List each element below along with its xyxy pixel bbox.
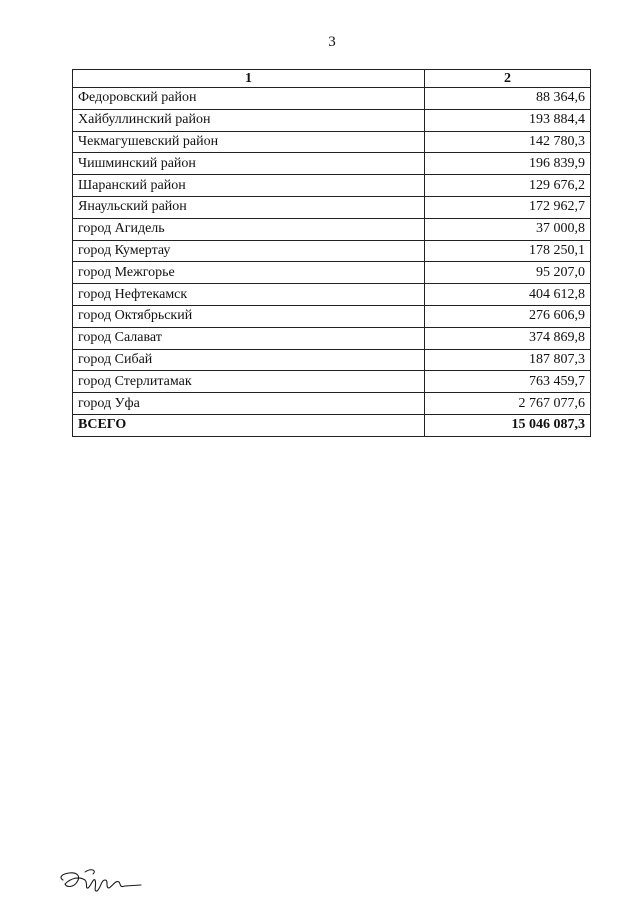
table-row bbox=[73, 371, 591, 393]
table-row bbox=[73, 175, 591, 197]
total-label: ВСЕГО bbox=[73, 414, 425, 436]
row-value: 763 459,7 bbox=[425, 371, 591, 393]
row-name: Шаранский район bbox=[73, 175, 425, 197]
table-row bbox=[73, 393, 591, 415]
row-value: 178 250,1 bbox=[425, 240, 591, 262]
handwritten-signature bbox=[55, 858, 145, 898]
row-name: Федоровский район bbox=[73, 88, 425, 110]
row-value: 172 962,7 bbox=[425, 196, 591, 218]
row-value: 2 767 077,6 bbox=[425, 393, 591, 415]
row-name: город Нефтекамск bbox=[73, 284, 425, 306]
row-name: город Агидель bbox=[73, 218, 425, 240]
table-row bbox=[73, 240, 591, 262]
budget-allocation-table bbox=[72, 69, 591, 437]
row-name: город Октябрьский bbox=[73, 305, 425, 327]
table-row bbox=[73, 109, 591, 131]
row-value: 404 612,8 bbox=[425, 284, 591, 306]
row-value: 374 869,8 bbox=[425, 327, 591, 349]
table-row bbox=[73, 153, 591, 175]
column-header-2: 2 bbox=[425, 70, 591, 88]
row-name: город Салават bbox=[73, 327, 425, 349]
row-value: 276 606,9 bbox=[425, 305, 591, 327]
table-header-row bbox=[73, 70, 591, 88]
row-value: 142 780,3 bbox=[425, 131, 591, 153]
row-name: Чишминский район bbox=[73, 153, 425, 175]
table-row bbox=[73, 262, 591, 284]
row-name: город Стерлитамак bbox=[73, 371, 425, 393]
row-name: Хайбуллинский район bbox=[73, 109, 425, 131]
row-value: 187 807,3 bbox=[425, 349, 591, 371]
total-value: 15 046 087,3 bbox=[425, 414, 591, 436]
row-value: 88 364,6 bbox=[425, 88, 591, 110]
table-row bbox=[73, 349, 591, 371]
table-row bbox=[73, 305, 591, 327]
table-row bbox=[73, 131, 591, 153]
row-name: Янаульский район bbox=[73, 196, 425, 218]
row-value: 95 207,0 bbox=[425, 262, 591, 284]
row-name: город Сибай bbox=[73, 349, 425, 371]
table-row bbox=[73, 88, 591, 110]
row-name: город Кумертау bbox=[73, 240, 425, 262]
row-name: город Уфа bbox=[73, 393, 425, 415]
table-row bbox=[73, 284, 591, 306]
row-name: Чекмагушевский район bbox=[73, 131, 425, 153]
table-row bbox=[73, 327, 591, 349]
column-header-1: 1 bbox=[73, 70, 425, 88]
row-value: 193 884,4 bbox=[425, 109, 591, 131]
row-value: 129 676,2 bbox=[425, 175, 591, 197]
row-value: 37 000,8 bbox=[425, 218, 591, 240]
table-body bbox=[73, 88, 591, 415]
page-number: 3 bbox=[328, 34, 336, 50]
row-value: 196 839,9 bbox=[425, 153, 591, 175]
row-name: город Межгорье bbox=[73, 262, 425, 284]
total-row bbox=[73, 414, 591, 436]
table-row bbox=[73, 218, 591, 240]
table-row bbox=[73, 196, 591, 218]
